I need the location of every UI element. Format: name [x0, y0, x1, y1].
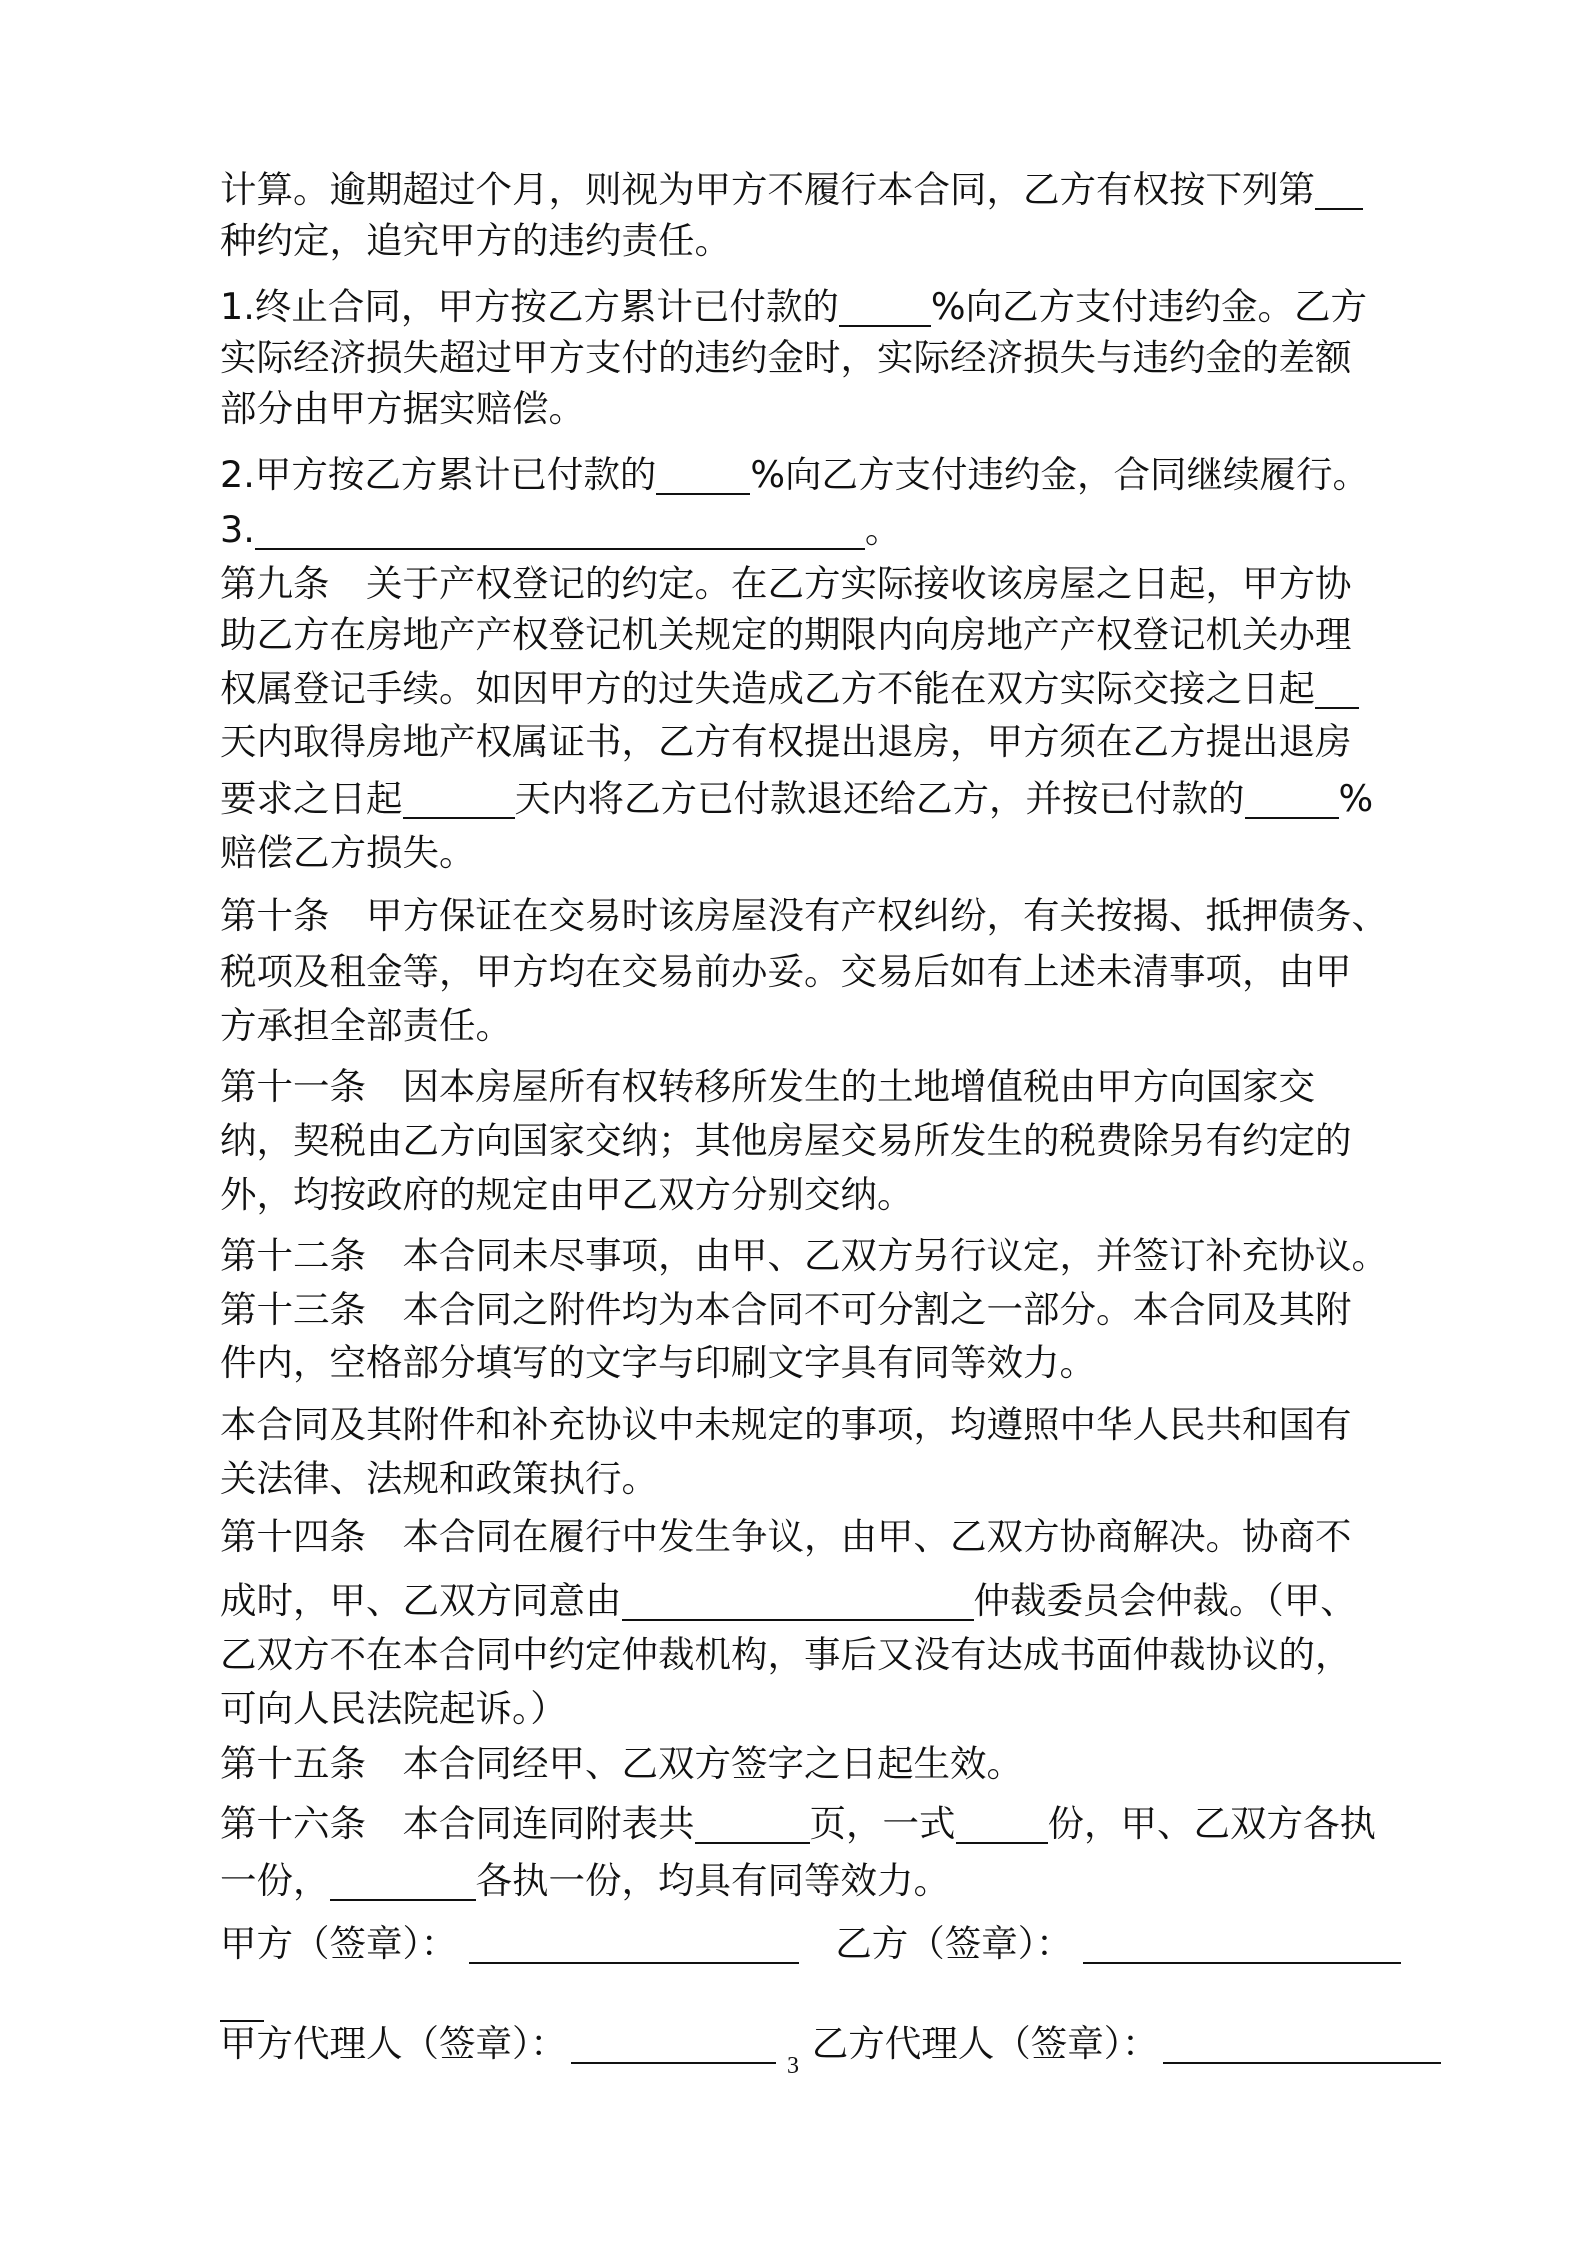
- text: 第十条 甲方保证在交易时该房屋没有产权纠纷，有关按揭、抵押债务、: [220, 894, 1388, 937]
- page-number: 3: [787, 2053, 799, 2079]
- text-line: [220, 1401, 1352, 1449]
- text-line: [220, 1117, 1352, 1165]
- article-15-line: [220, 1740, 1023, 1788]
- text: 3.: [220, 508, 255, 551]
- text: 第十一条 因本房屋所有权转移所发生的土地增值税由甲方向国家交: [220, 1065, 1315, 1108]
- text-line: [220, 718, 1352, 766]
- text-line: [220, 1171, 914, 1219]
- text: 第九条 关于产权登记的约定。在乙方实际接收该房屋之日起，甲方协: [220, 562, 1352, 605]
- blank-field[interactable]: [956, 1804, 1048, 1844]
- blank-field[interactable]: [1315, 669, 1359, 709]
- text-line: [220, 1685, 567, 1733]
- blank-field[interactable]: [839, 287, 931, 327]
- text: 计算。逾期超过个月，则视为甲方不履行本合同，乙方有权按下列第: [220, 168, 1315, 211]
- article-16-line: [220, 1800, 1376, 1848]
- blank-field[interactable]: [656, 455, 750, 495]
- article-12-line: [220, 1232, 1388, 1280]
- text: 关法律、法规和政策执行。: [220, 1457, 658, 1500]
- text: 件内，空格部分填写的文字与印刷文字具有同等效力。: [220, 1341, 1096, 1384]
- text: 。: [864, 508, 902, 551]
- article-13-line: [220, 1286, 1352, 1334]
- text: 一份，: [220, 1859, 330, 1902]
- party-b-sign-label: 乙方（签章）：: [835, 1922, 1073, 1965]
- text: 1.终止合同，甲方按乙方累计已付款的: [220, 285, 839, 328]
- text: 外，均按政府的规定由甲乙双方分别交纳。: [220, 1173, 914, 1216]
- text: 第十四条 本合同在履行中发生争议，由甲、乙双方协商解决。协商不: [220, 1515, 1352, 1558]
- text: 2.甲方按乙方累计已付款的: [220, 453, 657, 496]
- blank-field[interactable]: [330, 1861, 476, 1901]
- text: 天内将乙方已付款退还给乙方，并按已付款的: [514, 777, 1245, 820]
- text: %向乙方支付违约金，合同继续履行。: [750, 453, 1370, 496]
- blank-field[interactable]: [220, 1982, 264, 2022]
- text-line: [220, 334, 1352, 382]
- text: 页，一式: [809, 1802, 956, 1845]
- party-b-agent-sign-label: 乙方代理人（签章）：: [811, 2022, 1159, 2065]
- blank-field[interactable]: [695, 1804, 810, 1844]
- text-line: [220, 829, 476, 877]
- text: 实际经济损失超过甲方支付的违约金时，实际经济损失与违约金的差额: [220, 336, 1352, 379]
- text-line: [220, 948, 1352, 996]
- text: 方承担全部责任。: [220, 1004, 512, 1047]
- party-b-sign-field[interactable]: [1083, 1924, 1401, 1964]
- blank-field[interactable]: [1245, 779, 1339, 819]
- text-line: [220, 451, 1369, 499]
- text: 份，甲、乙双方各执: [1047, 1802, 1376, 1845]
- text: 助乙方在房地产产权登记机关规定的期限内向房地产产权登记机关办理: [220, 613, 1352, 656]
- blank-field[interactable]: [255, 510, 865, 550]
- text: 仲裁委员会仲裁。（甲、: [973, 1579, 1357, 1622]
- text: 本合同及其附件和补充协议中未规定的事项，均遵照中华人民共和国有: [220, 1403, 1352, 1446]
- blank-field[interactable]: [403, 779, 515, 819]
- party-a-agent-sign-label: 甲方代理人（签章）：: [220, 2022, 567, 2065]
- text-line: [220, 775, 1373, 823]
- article-9-line: [220, 560, 1352, 608]
- text-line: [220, 217, 731, 265]
- party-a-sign-field[interactable]: [469, 1924, 799, 1964]
- party-a-sign-label: 甲方（签章）：: [220, 1922, 458, 1965]
- text-line: [220, 506, 901, 554]
- article-10-line: [220, 892, 1388, 940]
- arbitration-blank[interactable]: [622, 1581, 974, 1621]
- text-line: [220, 1631, 1352, 1679]
- text-line: [220, 611, 1352, 659]
- text: 要求之日起: [220, 777, 403, 820]
- article-11-line: [220, 1063, 1315, 1111]
- text-line: [220, 1455, 658, 1503]
- text: 第十二条 本合同未尽事项，由甲、乙双方另行议定，并签订补充协议。: [220, 1234, 1388, 1277]
- text-line: [220, 1002, 512, 1050]
- text-line: [220, 283, 1367, 331]
- text: 种约定，追究甲方的违约责任。: [220, 219, 731, 262]
- signature-line: [220, 1920, 1401, 1968]
- text-line: [220, 1577, 1357, 1625]
- text: %向乙方支付违约金。乙方: [930, 285, 1368, 328]
- text: 乙双方不在本合同中约定仲裁机构，事后又没有达成书面仲裁协议的，: [220, 1633, 1352, 1676]
- text: 赔偿乙方损失。: [220, 831, 476, 874]
- text: 可向人民法院起诉。）: [220, 1687, 567, 1730]
- text: %: [1338, 777, 1374, 820]
- text: 权属登记手续。如因甲方的过失造成乙方不能在双方实际交接之日起: [220, 667, 1315, 710]
- text-line: [220, 385, 585, 433]
- text: 第十三条 本合同之附件均为本合同不可分割之一部分。本合同及其附: [220, 1288, 1352, 1331]
- text: 税项及租金等，甲方均在交易前办妥。交易后如有上述未清事项，由甲: [220, 950, 1352, 993]
- text: 部分由甲方据实赔偿。: [220, 387, 585, 430]
- text-line: [220, 166, 1363, 214]
- text-line: [220, 665, 1359, 713]
- blank-field[interactable]: [1315, 170, 1363, 210]
- text-line: [220, 1978, 264, 2026]
- text: 第十五条 本合同经甲、乙双方签字之日起生效。: [220, 1742, 1023, 1785]
- text-line: [220, 1857, 950, 1905]
- text: 纳，契税由乙方向国家交纳；其他房屋交易所发生的税费除另有约定的: [220, 1119, 1352, 1162]
- text: 天内取得房地产权属证书，乙方有权提出退房，甲方须在乙方提出退房: [220, 720, 1352, 763]
- text: 成时，甲、乙双方同意由: [220, 1579, 622, 1622]
- article-14-line: [220, 1513, 1352, 1561]
- text-line: [220, 1339, 1096, 1387]
- text: 各执一份，均具有同等效力。: [475, 1859, 950, 1902]
- text: 第十六条 本合同连同附表共: [220, 1802, 695, 1845]
